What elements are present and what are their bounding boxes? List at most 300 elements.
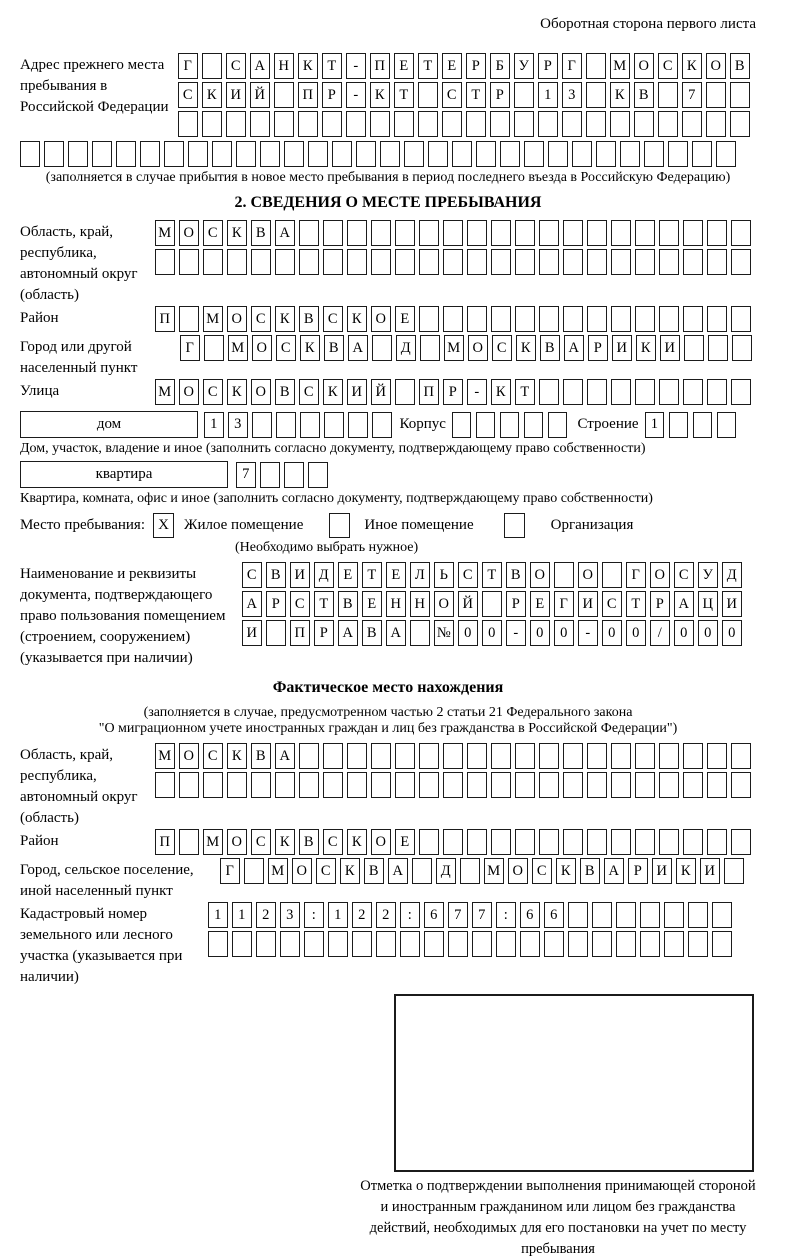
char-box [323,249,343,275]
char-box [707,772,727,798]
char-box [424,931,444,957]
char-box [707,743,727,769]
char-box: С [674,562,694,588]
char-box: - [506,620,526,646]
char-box [347,743,367,769]
char-box [539,743,559,769]
city-block [20,335,756,379]
char-box [731,743,751,769]
char-box [460,858,480,884]
char-box [611,220,631,246]
char-box [476,141,496,167]
char-box: В [299,306,319,332]
char-box: А [275,220,295,246]
option-other-premises-label: Иное помещение [364,517,474,533]
char-box [452,412,472,438]
char-box: № [434,620,454,646]
house-caption-box: дом [20,411,198,438]
char-box: Г [562,53,582,79]
char-box [731,306,751,332]
char-box: О [179,220,199,246]
char-box: Й [371,379,391,405]
apartment-row [20,461,756,488]
char-box [371,743,391,769]
char-box: Р [506,591,526,617]
prev-address-note: (заполняется в случае прибытия в новое место пребывания в период последнего въезда в Российскую Федерацию) [45,170,731,185]
confirmation-stamp-box [394,994,754,1172]
char-box [252,412,272,438]
section2-title: 2. СВЕДЕНИЯ О МЕСТЕ ПРЕБЫВАНИЯ [234,194,542,211]
char-box [394,111,414,137]
char-box [708,335,728,361]
char-box: О [227,306,247,332]
char-box: О [434,591,454,617]
char-box [544,931,564,957]
char-box: 7 [682,82,702,108]
char-box [563,379,583,405]
char-box [203,772,223,798]
char-box [347,220,367,246]
char-box [683,743,703,769]
char-box [250,111,270,137]
char-box [515,743,535,769]
char-box: 7 [448,902,468,928]
char-box [707,306,727,332]
char-box: 1 [208,902,228,928]
char-box [683,220,703,246]
char-box: : [304,902,324,928]
char-box [635,220,655,246]
char-box: В [634,82,654,108]
char-box: М [484,858,504,884]
char-box: А [564,335,584,361]
char-box: Т [394,82,414,108]
char-box [276,412,296,438]
char-row [155,829,756,855]
char-box [514,82,534,108]
char-box [515,772,535,798]
char-box [539,829,559,855]
char-box [724,858,744,884]
char-box: К [610,82,630,108]
char-box [731,379,751,405]
char-box [371,220,391,246]
char-box: В [540,335,560,361]
char-box: Г [180,335,200,361]
char-box: Р [490,82,510,108]
char-box: Ц [698,591,718,617]
char-box [298,111,318,137]
char-box [707,220,727,246]
char-box [587,306,607,332]
char-box: К [300,335,320,361]
char-box: И [700,858,720,884]
char-box: К [516,335,536,361]
char-box [491,249,511,275]
actual-location-title: Фактическое место нахождения [272,679,504,696]
char-box: Е [395,829,415,855]
char-box: И [242,620,262,646]
char-box: К [275,829,295,855]
char-box: М [203,306,223,332]
char-box: В [338,591,358,617]
char-box: В [275,379,295,405]
char-box: К [636,335,656,361]
char-box [587,829,607,855]
char-row [178,111,756,137]
char-box [620,141,640,167]
char-box [395,379,415,405]
char-box: К [227,379,247,405]
char-box: Р [266,591,286,617]
char-box [476,412,496,438]
char-box [539,220,559,246]
char-row [208,902,756,928]
char-box [635,379,655,405]
checkbox-dwelling: X [153,513,174,538]
char-box: 6 [544,902,564,928]
char-box [244,858,264,884]
char-box: Т [482,562,502,588]
char-box: Й [458,591,478,617]
char-box: И [612,335,632,361]
char-row [180,335,756,361]
char-box: Е [530,591,550,617]
char-row [452,412,568,438]
char-box [717,412,737,438]
char-box [256,931,276,957]
char-box: К [347,306,367,332]
char-box [140,141,160,167]
char-box: 1 [645,412,665,438]
char-row [178,53,756,79]
char-box [380,141,400,167]
char-box [644,141,664,167]
confirmation-stamp-note: Отметка о подтверждении выполнения принимающей стороной и иностранным гражданином или лицом без гражданства действий, необходимых для его постановки на учет по месту пребывания [360,1178,756,1257]
char-box: С [203,379,223,405]
char-box: Д [314,562,334,588]
char-box [275,249,295,275]
char-box: У [514,53,534,79]
char-box [491,772,511,798]
char-box: К [556,858,576,884]
char-box: Т [626,591,646,617]
char-row [155,772,756,798]
char-box: 0 [722,620,742,646]
char-box: - [578,620,598,646]
char-box [616,931,636,957]
char-box [692,141,712,167]
option-organization-label: Организация [550,517,634,533]
korpus-label: Корпус [399,416,446,432]
char-box: С [251,829,271,855]
char-box [586,111,606,137]
char-box [236,141,256,167]
char-box [668,141,688,167]
char-box [179,772,199,798]
char-box: М [268,858,288,884]
char-box [707,379,727,405]
char-box: С [458,562,478,588]
char-box [563,772,583,798]
char-box [251,772,271,798]
char-box [372,335,392,361]
char-box [659,306,679,332]
char-box [635,306,655,332]
char-box: 2 [256,902,276,928]
char-box: Г [554,591,574,617]
char-box [491,829,511,855]
cadastral-label: Кадастровый номер земельного или лесного участка (указывается при наличии) [20,906,183,985]
char-box: Е [394,53,414,79]
char-box [371,772,391,798]
char-box [410,620,430,646]
char-box [328,931,348,957]
char-box [467,220,487,246]
char-box [419,772,439,798]
char-box: 0 [458,620,478,646]
char-row [155,379,756,405]
char-box [659,379,679,405]
char-box: К [202,82,222,108]
char-box [299,772,319,798]
char-box [683,772,703,798]
char-box [664,931,684,957]
char-box [164,141,184,167]
char-box: 7 [236,462,256,488]
char-box: В [324,335,344,361]
char-box: П [298,82,318,108]
char-box [635,743,655,769]
char-box: П [155,829,175,855]
char-row [155,306,756,332]
char-box: О [371,306,391,332]
street-label: Улица [20,383,60,399]
char-box [731,829,751,855]
char-box [44,141,64,167]
char-box: А [674,591,694,617]
char-box: Ь [434,562,454,588]
char-box: К [298,53,318,79]
char-box: И [578,591,598,617]
char-box: А [250,53,270,79]
char-box: И [290,562,310,588]
char-box [683,249,703,275]
char-box [419,306,439,332]
char-box [395,772,415,798]
char-box: М [444,335,464,361]
char-box: Р [538,53,558,79]
char-box [251,249,271,275]
char-box [466,111,486,137]
char-box: Р [588,335,608,361]
char-box: 1 [232,902,252,928]
char-box [563,220,583,246]
char-box [659,829,679,855]
char-box [323,220,343,246]
char-box [682,111,702,137]
char-box [707,249,727,275]
actual-city-block [20,858,756,902]
char-box [514,111,534,137]
char-box: С [226,53,246,79]
char-box [515,220,535,246]
char-box [611,379,631,405]
char-box [274,111,294,137]
char-box: К [491,379,511,405]
char-box: Р [314,620,334,646]
char-box [226,111,246,137]
cadastral-block [20,902,756,988]
char-box: С [323,306,343,332]
char-box: М [203,829,223,855]
stay-type-label: Место пребывания: [20,517,145,533]
char-box: А [604,858,624,884]
char-box [587,772,607,798]
char-box [554,562,574,588]
actual-district-block [20,829,756,858]
char-box: Е [338,562,358,588]
district-block [20,306,756,335]
char-box [412,858,432,884]
region-block [20,220,756,306]
char-box [572,141,592,167]
char-box [202,53,222,79]
char-box [418,111,438,137]
stroenie-label: Строение [577,416,639,432]
char-box: К [682,53,702,79]
prev-address-block [20,53,756,140]
char-box: А [386,620,406,646]
char-box: О [578,562,598,588]
char-box [372,412,392,438]
char-box [611,306,631,332]
char-box: С [203,220,223,246]
char-box [347,249,367,275]
char-box [730,111,750,137]
char-box [707,829,727,855]
char-box [371,249,391,275]
char-row [236,462,328,488]
char-box: К [323,379,343,405]
char-box [500,141,520,167]
char-box: - [346,82,366,108]
char-box: Т [418,53,438,79]
house-note: Дом, участок, владение и иное (заполнить согласно документу, подтверждающему право собственности) [20,441,646,456]
char-box: Н [410,591,430,617]
actual-region-block [20,743,756,829]
char-box [586,82,606,108]
char-box [659,249,679,275]
char-box [299,743,319,769]
char-box [227,772,247,798]
stay-type-note: (Необходимо выбрать нужное) [235,540,419,555]
char-box [683,829,703,855]
char-box [515,829,535,855]
actual-city-label: Город, сельское поселение, иной населенный пункт [20,862,194,899]
char-box: П [155,306,175,332]
char-box [332,141,352,167]
char-box: С [602,591,622,617]
char-box [563,249,583,275]
actual-region-label: Область, край, республика, автономный округ (область) [20,747,138,826]
document-label: Наименование и реквизиты документа, подтверждающего право пользования помещением (строением, сооружением) (указывается при наличии) [20,566,226,666]
char-box [658,111,678,137]
char-box: О [179,379,199,405]
char-box [323,772,343,798]
char-box: О [650,562,670,588]
char-box [611,829,631,855]
char-box [706,82,726,108]
char-box [730,82,750,108]
char-row [20,141,756,167]
char-box [227,249,247,275]
char-box: С [251,306,271,332]
apartment-caption-box: квартира [20,461,228,488]
char-box [324,412,344,438]
char-box: - [346,53,366,79]
actual-location-note1: (заполняется в случае, предусмотренном частью 2 статьи 21 Федерального закона [143,705,633,720]
char-box: : [400,902,420,928]
char-box [452,141,472,167]
char-box [683,306,703,332]
char-box: Р [628,858,648,884]
char-box [596,141,616,167]
char-box: К [370,82,390,108]
char-box: О [292,858,312,884]
char-box: С [242,562,262,588]
char-box [587,220,607,246]
char-box: / [650,620,670,646]
char-box: 3 [228,412,248,438]
char-box [352,931,372,957]
char-box: 3 [280,902,300,928]
char-box [706,111,726,137]
char-box [419,829,439,855]
char-box [568,902,588,928]
char-box: Е [442,53,462,79]
char-box [669,412,689,438]
char-box [347,772,367,798]
char-box: О [371,829,391,855]
char-box: В [251,220,271,246]
char-box: Т [322,53,342,79]
char-box [491,306,511,332]
char-box: В [506,562,526,588]
char-box [610,111,630,137]
char-box: 2 [352,902,372,928]
char-box: К [227,743,247,769]
char-box: В [266,562,286,588]
char-box [658,82,678,108]
char-box: С [492,335,512,361]
char-box [659,743,679,769]
char-box [731,249,751,275]
actual-location-note2: "О миграционном учете иностранных граждан и лиц без гражданства в Российской Федерации") [98,721,678,736]
char-box: 2 [376,902,396,928]
char-box: Т [515,379,535,405]
char-box [420,335,440,361]
char-box: В [364,858,384,884]
char-box: П [290,620,310,646]
char-box: Р [322,82,342,108]
char-box: Т [314,591,334,617]
checkbox-other-premises [329,513,350,538]
district-label: Район [20,310,59,326]
char-box [443,772,463,798]
char-box [376,931,396,957]
char-row [220,858,756,884]
